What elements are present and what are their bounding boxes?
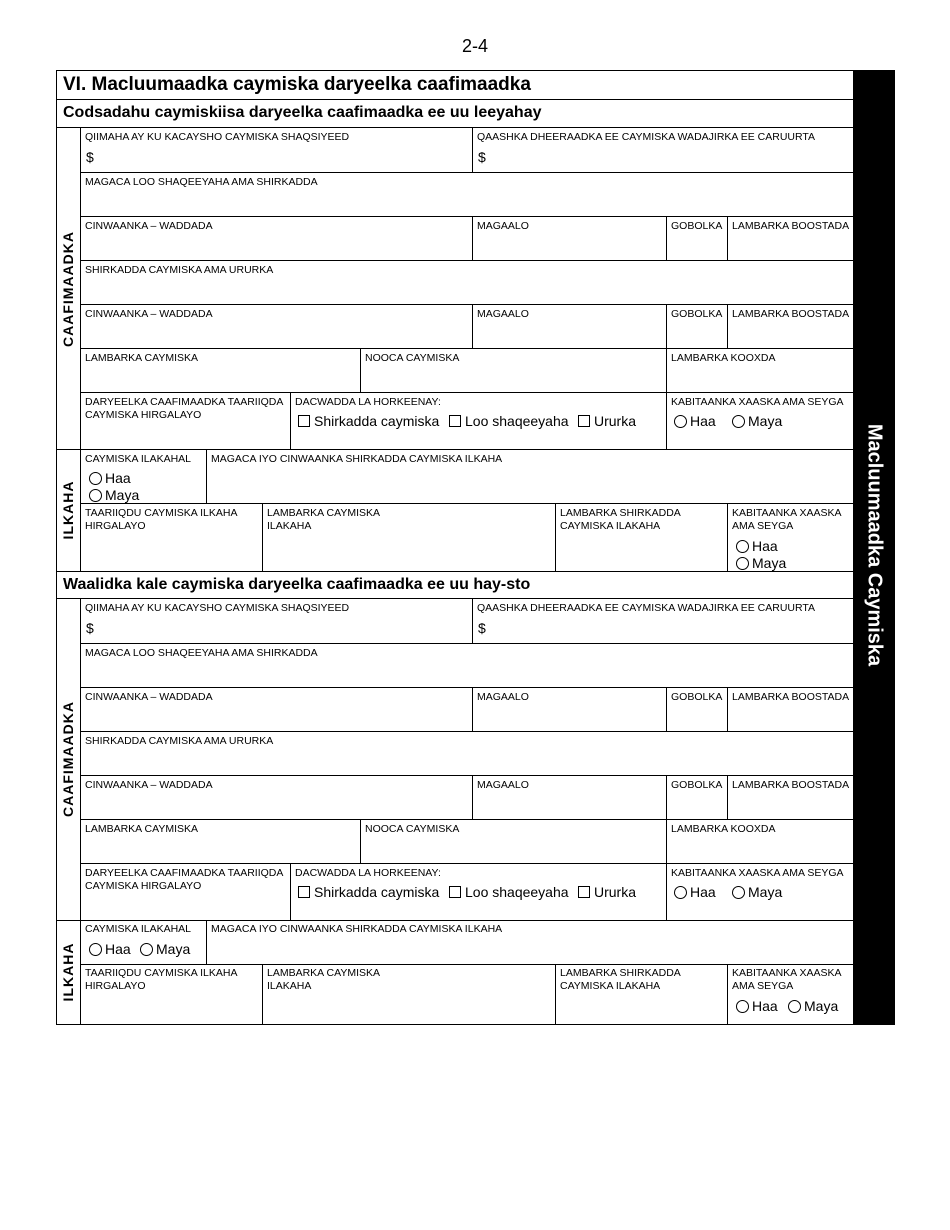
radio-icon bbox=[736, 1000, 749, 1013]
city-label: MAGAALO bbox=[477, 308, 529, 320]
cell-divider bbox=[727, 216, 728, 260]
option-label: Maya bbox=[804, 998, 839, 1014]
dental-eye-no-radio[interactable] bbox=[788, 998, 838, 1014]
radio-icon bbox=[89, 943, 102, 956]
policy-number-label: LAMBARKA CAYMISKA bbox=[85, 823, 199, 835]
dental-no-radio[interactable] bbox=[140, 941, 190, 957]
radio-icon bbox=[89, 472, 102, 485]
cell-divider bbox=[666, 819, 667, 863]
sidebar-title: Macluumaadka Caymiska bbox=[863, 423, 886, 667]
option-label: Loo shaqeeyaha bbox=[465, 413, 569, 429]
cell-divider bbox=[727, 964, 728, 1025]
provider-union-checkbox[interactable] bbox=[578, 884, 636, 900]
cell-divider bbox=[206, 920, 207, 964]
cell-divider bbox=[727, 775, 728, 819]
cell-divider bbox=[472, 127, 473, 172]
cell-divider bbox=[262, 503, 263, 571]
dental-company-number-label: LAMBARKA SHIRKADDA CAYMISKA ILAKAHA bbox=[560, 507, 681, 532]
row-divider bbox=[80, 731, 854, 732]
employer-name-label: MAGACA LOO SHAQEEYAHA AMA SHIRKADDA bbox=[85, 176, 318, 188]
dental-eye-label: KABITAANKA XAASKA AMA SEYGA bbox=[732, 967, 841, 992]
radio-icon bbox=[788, 1000, 801, 1013]
dental-no-radio[interactable] bbox=[89, 487, 139, 503]
option-label: Maya bbox=[105, 487, 140, 503]
radio-icon bbox=[140, 943, 153, 956]
row-divider bbox=[80, 304, 854, 305]
city-label: MAGAALO bbox=[477, 779, 529, 791]
eye-yes-radio[interactable] bbox=[674, 413, 716, 429]
cell-divider bbox=[555, 503, 556, 571]
cell-divider bbox=[555, 964, 556, 1025]
cell-divider bbox=[666, 863, 667, 920]
page-number: 2-4 bbox=[461, 36, 488, 56]
city-label: MAGAALO bbox=[477, 691, 529, 703]
employer-name-label: MAGACA LOO SHAQEEYAHA AMA SHIRKADDA bbox=[85, 647, 318, 659]
section-title: VI. Macluumaadka caymiska daryeelka caafimaadka bbox=[63, 74, 531, 95]
eye-coverage-label: KABITAANKA XAASKA AMA SEYGA bbox=[671, 396, 844, 408]
cell-divider bbox=[360, 348, 361, 392]
option-label: Haa bbox=[752, 998, 778, 1014]
row-divider bbox=[80, 172, 854, 173]
street-address-label: CINWAANKA – WADDADA bbox=[85, 308, 213, 320]
cell-divider bbox=[666, 775, 667, 819]
eye-coverage-label: KABITAANKA XAASKA AMA SEYGA bbox=[671, 867, 844, 879]
option-label: Shirkadda caymiska bbox=[314, 884, 440, 900]
dental-eye-yes-radio[interactable] bbox=[736, 998, 778, 1014]
zip-label: LAMBARKA BOOSTADA bbox=[732, 779, 850, 791]
street-address-label: CINWAANKA – WADDADA bbox=[85, 779, 213, 791]
row-divider bbox=[80, 503, 854, 504]
dental-company-number-label: LAMBARKA SHIRKADDA CAYMISKA ILAKAHA bbox=[560, 967, 681, 992]
checkbox-icon bbox=[449, 886, 461, 898]
dental-date-label: TAARIIQDU CAYMISKA ILKAHA HIRGALAYO bbox=[85, 507, 237, 532]
cell-divider bbox=[666, 304, 667, 348]
policy-type-label: NOOCA CAYMISKA bbox=[365, 352, 460, 364]
dental-eye-label: KABITAANKA XAASKA AMA SEYGA bbox=[732, 507, 841, 532]
option-label: Haa bbox=[105, 470, 131, 486]
row-divider bbox=[80, 392, 854, 393]
provided-by-label: DACWADDA LA HORKEENAY: bbox=[295, 396, 441, 408]
radio-icon bbox=[674, 886, 687, 899]
option-label: Loo shaqeeyaha bbox=[465, 884, 569, 900]
side-label-coverage: CAAFIMAADKA bbox=[60, 231, 76, 347]
side-label-coverage: CAAFIMAADKA bbox=[60, 701, 76, 817]
state-label: GOBOLKA bbox=[671, 779, 723, 791]
checkbox-icon bbox=[298, 415, 310, 427]
option-label: Maya bbox=[748, 884, 783, 900]
radio-icon bbox=[736, 540, 749, 553]
premium-dollar: $ bbox=[86, 620, 94, 636]
group-cost-dollar: $ bbox=[478, 149, 486, 165]
insurance-company-label: SHIRKADDA CAYMISKA AMA URURKA bbox=[85, 264, 274, 276]
provider-employer-checkbox[interactable] bbox=[298, 884, 439, 900]
group-number-label: LAMBARKA KOOXDA bbox=[671, 823, 776, 835]
checkbox-icon bbox=[578, 415, 590, 427]
dental-policy-label: LAMBARKA CAYMISKA ILAKAHA bbox=[267, 967, 380, 992]
row-divider bbox=[80, 819, 854, 820]
row-divider bbox=[80, 216, 854, 217]
cell-divider bbox=[290, 863, 291, 920]
cell-divider bbox=[472, 775, 473, 819]
dental-yes-radio[interactable] bbox=[89, 941, 131, 957]
group-cost-label: QAASHKA DHEERAADKA EE CAYMISKA WADAJIRKA EE CARUURTA bbox=[477, 131, 816, 143]
section-divider bbox=[56, 571, 854, 572]
option-label: Haa bbox=[105, 941, 131, 957]
premium-label: QIIMAHA AY KU KACAYSHO CAYMISKA SHAQSIYEED bbox=[85, 602, 350, 614]
option-label: Haa bbox=[690, 413, 716, 429]
cell-divider bbox=[262, 964, 263, 1025]
cell-divider bbox=[666, 216, 667, 260]
side-label-dental: ILKAHA bbox=[60, 480, 76, 540]
divider bbox=[56, 99, 854, 100]
state-label: GOBOLKA bbox=[671, 308, 723, 320]
street-address-label: CINWAANKA – WADDADA bbox=[85, 220, 213, 232]
dental-company-address-label: MAGACA IYO CINWAANKA SHIRKADDA CAYMISKA ILKAHA bbox=[211, 923, 503, 935]
state-label: GOBOLKA bbox=[671, 220, 723, 232]
option-label: Ururka bbox=[594, 884, 637, 900]
divider bbox=[56, 127, 854, 128]
cell-divider bbox=[727, 503, 728, 571]
option-label: Haa bbox=[690, 884, 716, 900]
cell-divider bbox=[472, 216, 473, 260]
option-label: Maya bbox=[156, 941, 191, 957]
city-label: MAGAALO bbox=[477, 220, 529, 232]
provider-union-checkbox[interactable] bbox=[578, 413, 636, 429]
cell-divider bbox=[666, 687, 667, 731]
dental-policy-label: LAMBARKA CAYMISKA ILAKAHA bbox=[267, 507, 380, 532]
cell-divider bbox=[290, 392, 291, 449]
radio-icon bbox=[89, 489, 102, 502]
block-divider bbox=[56, 920, 854, 921]
cell-divider bbox=[666, 348, 667, 392]
row-divider bbox=[80, 643, 854, 644]
option-label: Shirkadda caymiska bbox=[314, 413, 440, 429]
provider-self-checkbox[interactable] bbox=[449, 413, 569, 429]
zip-label: LAMBARKA BOOSTADA bbox=[732, 691, 850, 703]
provider-self-checkbox[interactable] bbox=[449, 884, 569, 900]
eye-yes-radio[interactable] bbox=[674, 884, 716, 900]
provider-employer-checkbox[interactable] bbox=[298, 413, 439, 429]
checkbox-icon bbox=[298, 886, 310, 898]
insurance-company-label: SHIRKADDA CAYMISKA AMA URURKA bbox=[85, 735, 274, 747]
checkbox-icon bbox=[578, 886, 590, 898]
checkbox-icon bbox=[449, 415, 461, 427]
cell-divider bbox=[472, 598, 473, 643]
policy-number-label: LAMBARKA CAYMISKA bbox=[85, 352, 199, 364]
group-cost-dollar: $ bbox=[478, 620, 486, 636]
dental-insurance-label: CAYMISKA ILAKAHAL bbox=[85, 453, 192, 465]
eye-no-radio[interactable] bbox=[732, 884, 782, 900]
premium-label: QIIMAHA AY KU KACAYSHO CAYMISKA SHAQSIYEED bbox=[85, 131, 350, 143]
side-column-divider bbox=[80, 598, 81, 1025]
radio-icon bbox=[736, 557, 749, 570]
dental-eye-no-radio[interactable] bbox=[736, 555, 786, 571]
cell-divider bbox=[472, 304, 473, 348]
row-divider bbox=[80, 348, 854, 349]
block-divider bbox=[56, 449, 854, 450]
radio-icon bbox=[732, 886, 745, 899]
subsection2-title: Waalidka kale caymiska daryeelka caafimaadka ee uu hay-sto bbox=[63, 576, 531, 593]
zip-label: LAMBARKA BOOSTADA bbox=[732, 220, 850, 232]
state-label: GOBOLKA bbox=[671, 691, 723, 703]
row-divider bbox=[80, 687, 854, 688]
row-divider bbox=[80, 775, 854, 776]
zip-label: LAMBARKA BOOSTADA bbox=[732, 308, 850, 320]
subsection1-title: Codsadahu caymiskiisa daryeelka caafimaadka ee uu leeyahay bbox=[63, 104, 542, 121]
coverage-date-label: DARYEELKA CAAFIMAADKA TAARIIQDA CAYMISKA HIRGALAYO bbox=[85, 867, 283, 892]
option-label: Haa bbox=[752, 538, 778, 554]
group-cost-label: QAASHKA DHEERAADKA EE CAYMISKA WADAJIRKA EE CARUURTA bbox=[477, 602, 816, 614]
radio-icon bbox=[674, 415, 687, 428]
group-number-label: LAMBARKA KOOXDA bbox=[671, 352, 776, 364]
eye-no-radio[interactable] bbox=[732, 413, 782, 429]
radio-icon bbox=[732, 415, 745, 428]
side-column-divider bbox=[80, 127, 81, 571]
coverage-date-label: DARYEELKA CAAFIMAADKA TAARIIQDA CAYMISKA HIRGALAYO bbox=[85, 396, 283, 421]
premium-dollar: $ bbox=[86, 149, 94, 165]
cell-divider bbox=[360, 819, 361, 863]
row-divider bbox=[80, 260, 854, 261]
street-address-label: CINWAANKA – WADDADA bbox=[85, 691, 213, 703]
dental-company-address-label: MAGACA IYO CINWAANKA SHIRKADDA CAYMISKA ILKAHA bbox=[211, 453, 503, 465]
dental-insurance-label: CAYMISKA ILAKAHAL bbox=[85, 923, 192, 935]
cell-divider bbox=[206, 449, 207, 503]
option-label: Maya bbox=[748, 413, 783, 429]
policy-type-label: NOOCA CAYMISKA bbox=[365, 823, 460, 835]
cell-divider bbox=[472, 687, 473, 731]
cell-divider bbox=[666, 392, 667, 449]
row-divider bbox=[80, 863, 854, 864]
cell-divider bbox=[727, 687, 728, 731]
provided-by-label: DACWADDA LA HORKEENAY: bbox=[295, 867, 441, 879]
dental-eye-yes-radio[interactable] bbox=[736, 538, 778, 554]
dental-yes-radio[interactable] bbox=[89, 470, 131, 486]
option-label: Ururka bbox=[594, 413, 637, 429]
divider bbox=[56, 598, 854, 599]
option-label: Maya bbox=[752, 555, 787, 571]
dental-date-label: TAARIIQDU CAYMISKA ILKAHA HIRGALAYO bbox=[85, 967, 237, 992]
side-label-dental: ILKAHA bbox=[60, 942, 76, 1002]
row-divider bbox=[80, 964, 854, 965]
cell-divider bbox=[727, 304, 728, 348]
